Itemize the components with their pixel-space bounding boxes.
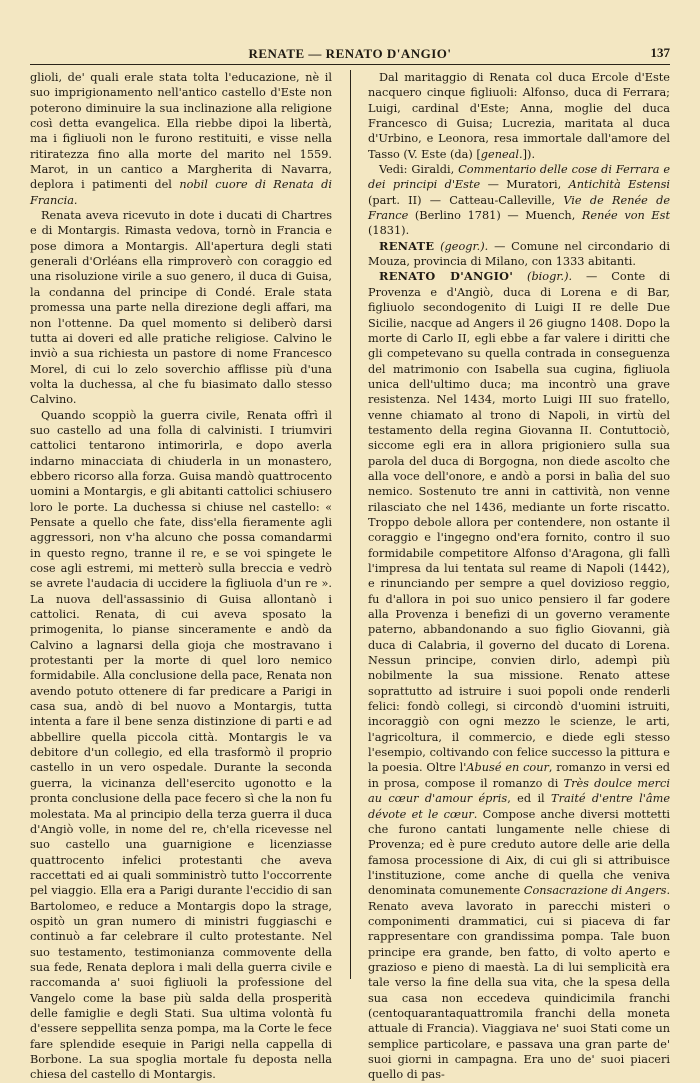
entry-headword: RENATO D'ANGIO' — [379, 269, 514, 284]
paragraph: glioli, de' quali erale stata tolta l'educazione, nè il suo imprigionamento nell'antico castello d'Este non poterono diminuire la sua inclinazione alla religione così detta evangelica. Ella riebbe dipoi la libertà, ma i figliuoli non le furono restituiti, e visse nella ritiratezza fino alla morte del marito nel 1559. Marot, in un cantico a Margherita di Navarra, deplora i patimenti del nobil cuore di Renata di Francia. — [30, 71, 333, 207]
running-title: RENATE — RENATO D'ANGIO' — [248, 46, 452, 61]
entry-headword: RENATE — [379, 238, 435, 253]
paragraph: Dal maritaggio di Renata col duca Ercole d'Este nacquero cinque figliuoli: Alfonso, duca di Ferrara; Luigi, cardinal d'Este; Anna, moglie del duca Francesco di Guisa; Lucrezia, maritata al duca d'Urbino, e Leonora, resa immortale dall'amore del Tasso (V. Este (da) [geneal.]). — [368, 71, 670, 161]
paragraph: Quando scoppiò la guerra civile, Renata offrì il suo castello ad una folla di calvinisti. I triumviri cattolici tentarono intimorirla, e dopo averla indarno minacciata di chiuderla in un monastero, ebbero ricorso alla forza. Guisa mandò quattrocento uomini a Montargis, e gli abitanti cattolici schiusero loro le porte. La duchessa si chiuse nel castello: « Pensate a quello che fate, diss'ella fieramente agli aggressori, non v'ha alcuno che possa comandarmi in questo regno, tranne il re, e se voi spingete le cose agli estremi, mi metterò sulla breccia e vedrò se avrete l'audacia di uccidere la figliuola d'un re ». La nuova dell'assassinio di Guisa allontanò i cattolici. Renata, di cui aveva sposato la primogenita, lo pianse sinceramente e andò da Calvino a lagnarsi della gioja che mostravano i protestanti per la morte di quel loro nemico formidabile. Alla conclusione della pace, Renata non avendo potuto ottenere di far predicare a Parigi in casa sua, andò di bel nuovo a Montargis, tutta intenta a fare il bene senza distinzione di parti e ad abbellire quella piccola città. Montargis le va debitore d'un collegio, ed ella trasformò il proprio castello in un vero ospedale. Durante la seconda guerra, la vicinanza dell'esercito ugonotto e la pronta conclusione della pace fecero sì che la non fu molestata. Ma al principio della terza guerra il duca d'Angiò volle, in nome del re, ch'ella ricevesse nel suo castello una guarnigione e licenziasse quattrocento infelici protestanti che aveva raccettati ed ai quali somministrò tutto l'occorrente pel viaggio. Ella era a Parigi durante l'eccidio di san Bartolomeo, e reduce a Montargis dopo la strage, ospitò un gran numero di ministri fuggiaschi e continuò a far celebrare il culto protestante. Nel suo testamento, testimonianza commovente della sua fede, Renata deplora i mali della guerra civile e raccomanda a' suoi figliuoli la professione del Vangelo come la base più salda della prosperità delle famiglie e degli Stati. Sua ultima volontà fu d'essere seppellita senza pompa, ma la Corte le fece fare splendide esequie in Parigi nella cappella di Borbone. La sua spoglia mortale fu deposta nella chiesa del castello di Montargis. — [30, 408, 332, 1082]
entry-renato-dangio: RENATO D'ANGIO' (biogr.). — Conte di Provenza e d'Angiò, duca di Lorena e di Bar, figliuolo secondogenito di Luigi II re delle Due Sicilie, nacque ad Angers il 26 giugno 1408. Dopo la morte di Carlo II, egli ebbe a far valere i diritti che gli competevano su quella contrada in conseguenza del matrimonio con Isabella sua cugina, figliuola unica dell'ultimo duca; ma incontrò una grave resistenza. Nel 1434, morto Luigi III suo fratello, venne chiamato al trono di Napoli, in virtù del testamento della regina Giovanna II. Contuttociò, siccome egli era in allora prigioniero sulla sua parola del duca di Borgogna, non diede ascolto che alla voce dell'onore, e andò a porsi in balìa del suo nemico. Sostenuto tre anni in cattività, non venne rilasciato che nel 1436, mediante un forte riscatto. Troppo debole allora per contendere, non ostante il coraggio e l'ingegno ond'era fornito, contro il suo formidabile competitore Alfonso d'Aragona, gli fallì l'impresa da lui tentata sul reame di Napoli (1442), e rinunciando per sempre a quel dovizioso reggio, fu d'allora in poi suo unico pensiero il far godere alla Provenza i benefizi di un governo veramente paterno, abbandonando a suo figlio Giovanni, già duca di Calabria, il governo del ducato di Lorena. Nessun principe, convien dirlo, adempì più nobilmente la sua missione. Renato attese soprattutto ad istruire i suoi popoli onde renderli felici: fondò collegi, si circondò d'uomini istruiti, incoraggiò con ogni mezzo le scienze, le arti, l'agricoltura, il commercio, e diede egli stesso l'esempio, coltivando con felice successo la pittura e la poesia. Oltre l'Abusé en cour, romanzo in versi ed in prosa, compose il romanzo di Très doulce merci au cœur d'amour épris, ed il Traité d'entre l'âme dévote et le cœur. Compose anche diversi mottetti che furono cantati lungamente nelle chiese di Provenza; ed è pure creduto autore delle arie della famosa processione di Aix, di cui gli si attribuisce l'instituzione, come anche di quella che veniva denominata comunemente Consacrazione di Angers. Renato aveva lavorato in parecchi misteri o componimenti drammatici, cui si piaceva di far rappresentare con grandissima pompa. Tale buon principe era grande, ben fatto, di volto aperto e grazioso e pieno di maestà. La di lui semplicità era tale verso la fine della sua vita, che la spesa della sua casa non eccedeva quindicimila franchi (centoquarantaquattromila franchi della moneta attuale di Francia). Viaggiava ne' suoi Stati come un semplice particolare, e passava una gran parte de' suoi giorni in campagna. Era uno de' suoi piaceri quello di pas- — [368, 269, 671, 1082]
page-number: 137 — [650, 45, 670, 60]
right-column — [368, 70, 671, 1082]
left-column — [30, 70, 333, 1082]
column-divider — [350, 70, 351, 979]
running-header — [30, 44, 670, 65]
text-columns — [30, 70, 671, 1082]
bibliography: Vedi: Giraldi, Commentario delle cose di Ferrara e dei principi d'Este — Muratori, Antichità Estensi (part. II) — Catteau-Calleville, Vie de Renée de France (Berlino 1781) — Muench, Renée von Est (1831). — [368, 163, 671, 238]
paragraph: Renata aveva ricevuto in dote i ducati di Chartres e di Montargis. Rimasta vedova, tornò in Francia e pose dimora a Montargis. All'apertura degli stati generali d'Orléans ella rimproverò con coraggio ed una risoluzione virile a suo genero, il duca di Guisa, la condanna del principe di Condé. Erale stata promessa una parte nella direzione degli affari, ma non l'ottenne. Da quel momento si deliberò darsi tutta ai doveri ed alle pratiche religiose. Calvino le inviò a sua richiesta un pastore di nome Francesco Morel, di cui lo zelo soverchio afflisse più d'una volta la duchessa, al che fu biasimato dallo stesso Calvino. — [30, 209, 332, 407]
entry-renate-geogr: RENATE (geogr.). — Comune nel circondario di Mouza, provincia di Milano, con 1333 abitanti. — [368, 238, 670, 269]
